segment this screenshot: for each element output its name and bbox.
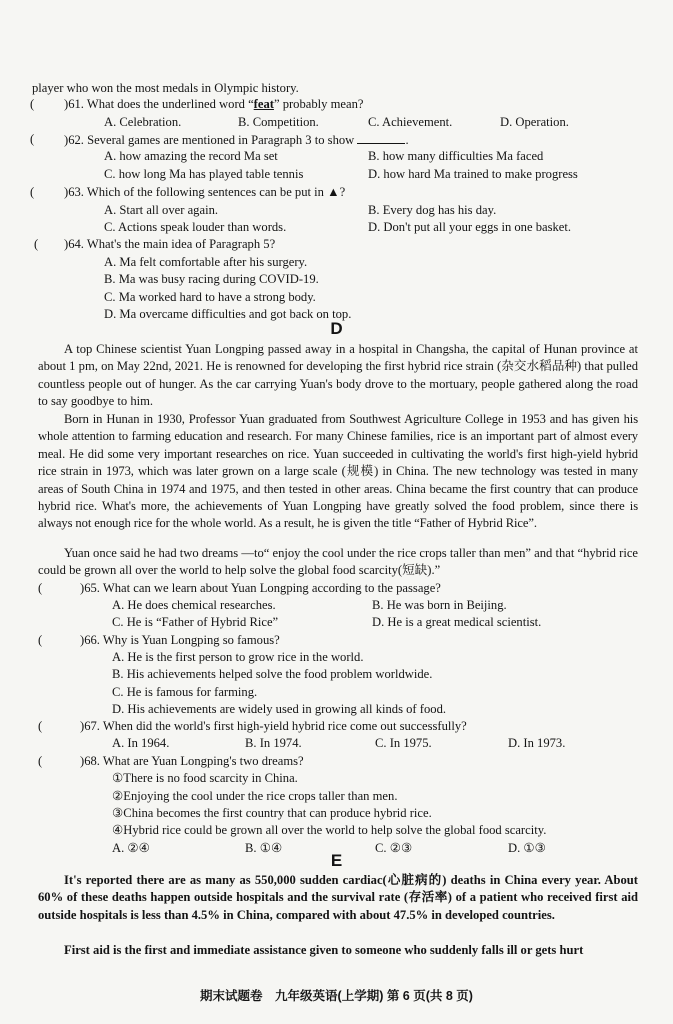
option-67d[interactable]: D. In 1973. [508,736,566,750]
section-letter-d: D [330,319,343,338]
question-63: )63. Which of the following sentences can be put in ▲? [64,185,346,199]
passage-d-paragraph-1: A top Chinese scientist Yuan Longping passed away in a hospital in Changsha, the capital of Hunan province at about 1 pm, on May 22nd, 2021. He is renowned for developing the first hybrid rice strain (杂交水稻品种) that pulled countless people out of hunger. As the car carrying Yuan's body drove to the mortuary, people gathered along the road to say goodbye to him. [38,342,638,409]
option-62d[interactable]: D. how hard Ma trained to make progress [368,167,578,181]
option-64a[interactable]: A. Ma felt comfortable after his surgery. [104,255,308,269]
question-61-stem-pre: )61. What does the underlined word “ [64,97,254,111]
option-66c[interactable]: C. He is famous for farming. [112,685,258,699]
answer-blank [357,131,405,144]
option-64c[interactable]: C. Ma worked hard to have a strong body. [104,290,316,304]
statement-4: ④Hybrid rice could be grown all over the world to help solve the global food scarcity. [112,823,547,837]
option-66d[interactable]: D. His achievements are widely used in growing all kinds of food. [112,702,447,716]
option-62b[interactable]: B. how many difficulties Ma faced [368,149,544,163]
option-64d[interactable]: D. Ma overcame difficulties and got back on top. [104,307,352,321]
section-letter-e: E [330,851,343,870]
question-64: )64. What's the main idea of Paragraph 5? [64,237,276,251]
option-67a[interactable]: A. In 1964. [112,736,170,750]
option-61d[interactable]: D. Operation. [500,115,569,129]
option-68a[interactable]: A. ②④ [112,841,150,855]
option-61c[interactable]: C. Achievement. [368,115,453,129]
passage-e-paragraph-1: It's reported there are as many as 550,000 sudden cardiac(心脏病的) deaths in China every year. About 60% of these deaths happen outside hospitals and the survival rate (存活率) of a patient who received first aid outside hospitals is less than 4.5% in China, compared with about 47.5% in developed countries. [38,873,638,922]
option-63a[interactable]: A. Start all over again. [104,203,219,217]
option-65c[interactable]: C. He is “Father of Hybrid Rice” [112,615,279,629]
question-62: )62. Several games are mentioned in Paragraph 3 to show . [64,133,409,147]
question-68: )68. What are Yuan Longping's two dreams? [80,754,304,768]
question-66: )66. Why is Yuan Longping so famous? [80,633,280,647]
option-64b[interactable]: B. Ma was busy racing during COVID-19. [104,272,319,286]
statement-2: ②Enjoying the cool under the rice crops taller than men. [112,789,398,803]
answer-paren-65[interactable]: ( [38,581,43,595]
option-67b[interactable]: B. In 1974. [245,736,302,750]
option-65b[interactable]: B. He was born in Beijing. [372,598,507,612]
option-65a[interactable]: A. He does chemical researches. [112,598,276,612]
answer-paren-66[interactable]: ( [38,633,43,647]
answer-paren-67[interactable]: ( [38,719,43,733]
option-68c[interactable]: C. ②③ [375,841,413,855]
question-62-stem: )62. Several games are mentioned in Paragraph 3 to show [64,133,355,147]
question-61 [64,96,363,113]
question-67: )67. When did the world's first high-yield hybrid rice come out successfully? [80,719,467,733]
option-63d[interactable]: D. Don't put all your eggs in one basket. [368,220,572,234]
page-footer: 期末试题卷 九年级英语(上学期) 第 6 页(共 8 页) [200,989,473,1003]
question-61-stem-post: ” probably mean? [273,97,364,111]
question-65: )65. What can we learn about Yuan Longping according to the passage? [80,581,441,595]
option-68d[interactable]: D. ①③ [508,841,546,855]
answer-paren-62[interactable]: ( [30,132,35,146]
option-61b[interactable]: B. Competition. [238,115,319,129]
statement-1: ①There is no food scarcity in China. [112,771,298,785]
statement-3: ③China becomes the first country that can produce hybrid rice. [112,806,432,820]
passage-d-paragraph-2: Born in Hunan in 1930, Professor Yuan graduated from Southwest Agriculture College in 1953 and has given his whole attention to farming education and research. For many Chinese families, rice is an important part of almost every meal. He did some very important researches on rice. Yuan succeeded in cultivating the world's first high-yield hybrid rice strain in 1973, which was later grown on a large scale (规模) in China. The new technology was tested in many areas of South China in 1974 and 1975, and then tested in other areas. China became the first country that can produce hybrid rice. What's more, the achievements of Yuan Longping have greatly solved the food problem, since there is always not enough rice for the whole world. As a result, he is given the title “Father of Hybrid Rice”. [38,412,638,531]
passage-c-last-line: player who won the most medals in Olympic history. [32,81,299,95]
option-62a[interactable]: A. how amazing the record Ma set [104,149,278,163]
passage-e-paragraph-2: First aid is the first and immediate assistance given to someone who suddenly falls ill or gets hurt [64,943,584,957]
option-62c[interactable]: C. how long Ma has played table tennis [104,167,304,181]
option-63c[interactable]: C. Actions speak louder than words. [104,220,287,234]
answer-paren-68[interactable]: ( [38,754,43,768]
option-68b[interactable]: B. ①④ [245,841,283,855]
option-61a[interactable]: A. Celebration. [104,115,182,129]
option-66a[interactable]: A. He is the first person to grow rice in the world. [112,650,364,664]
underlined-word-feat: feat [253,97,274,111]
passage-d-paragraph-3: Yuan once said he had two dreams —to“ enjoy the cool under the rice crops taller than men” and that “hybrid rice could be grown all over the world to help solve the global food scarcity(短缺).” [38,546,638,578]
option-67c[interactable]: C. In 1975. [375,736,432,750]
answer-paren-61[interactable]: ( [30,97,35,111]
option-66b[interactable]: B. His achievements helped solve the food problem worldwide. [112,667,433,681]
answer-paren-64[interactable]: ( [34,237,39,251]
option-63b[interactable]: B. Every dog has his day. [368,203,497,217]
option-65d[interactable]: D. He is a great medical scientist. [372,615,542,629]
answer-paren-63[interactable]: ( [30,185,35,199]
